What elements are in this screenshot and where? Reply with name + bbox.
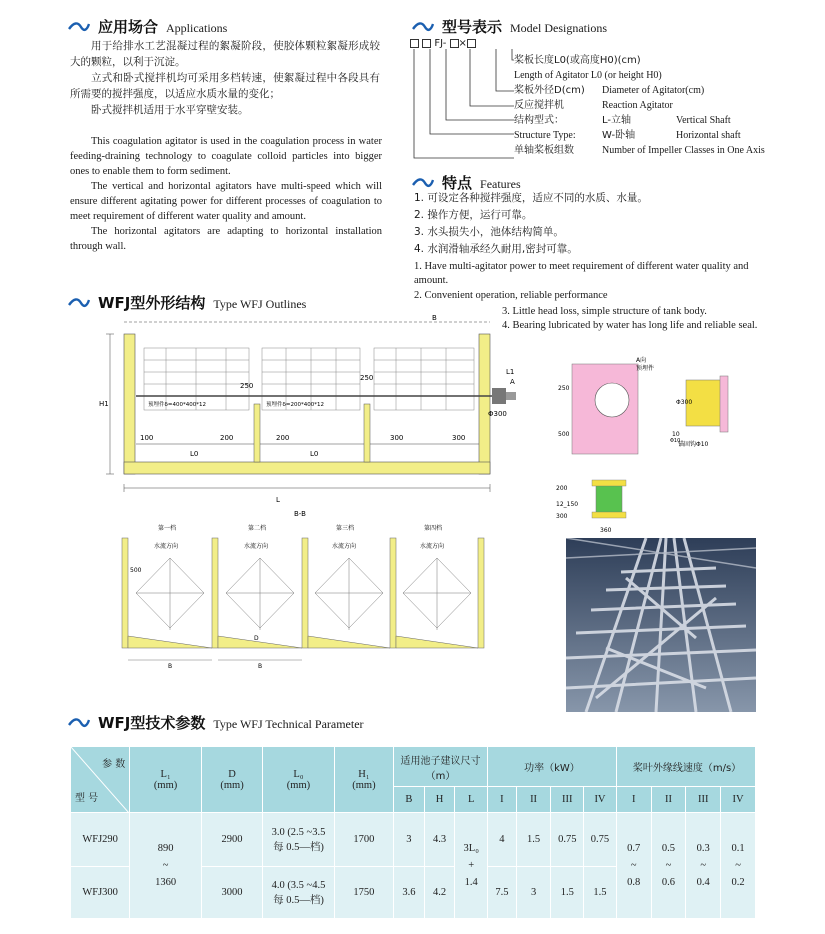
speed2-merged: 0.5 ~ 0.6: [651, 813, 686, 919]
col-L1: L₁ (mm): [130, 747, 202, 813]
row2-P4: 1.5: [584, 867, 617, 919]
model-row-classes: 单轴桨板组数 Number of Impeller Classes in One Axis: [514, 145, 765, 156]
app-en-p2: The vertical and horizontal agitators have multi-speed which will ensure different agitating power for different processes of coagulation to meet requirement of different water quality and amount.: [70, 181, 382, 222]
feature-en-2: 2. Convenient operation, reliable performance: [414, 290, 608, 301]
param-model-corner: [71, 747, 130, 813]
feature-cn-1: 1. 可设定各种搅拌强度，适应不同的水质、水量。: [414, 192, 648, 204]
model-row-reaction: 反应搅拌机 Reaction Agitator: [514, 100, 673, 111]
agitator-photo: [566, 538, 756, 712]
section-D: D: [254, 635, 259, 642]
row2-D: 3000: [201, 867, 262, 919]
row1-model: WFJ290: [71, 813, 130, 867]
model-row-length: 桨板长度L0(或高度H0)(cm): [514, 55, 641, 66]
row1-D: 2900: [201, 813, 262, 867]
elevation-drawing: [96, 312, 548, 518]
detail-d360: 360: [600, 527, 612, 534]
flow-2: 水流方向: [244, 543, 269, 550]
section-B1: B: [168, 663, 173, 670]
flow-4: 水流方向: [420, 543, 445, 550]
swoosh-logo-icon: [412, 177, 434, 189]
feature-en-3: 3. Little head loss, simple structure of tank body.: [502, 306, 707, 317]
feature-cn-3: 3. 水头损失小，池体结构简单。: [414, 226, 564, 238]
detail-500: 500: [558, 431, 570, 438]
dim-300a: 300: [390, 434, 404, 442]
col-H1: H₁ (mm): [334, 747, 393, 813]
detail-a-label: A向: [636, 357, 647, 364]
features-title-en: Features: [480, 177, 521, 191]
dim-A: A: [510, 378, 515, 386]
col-pool-B: B: [394, 787, 425, 813]
applications-cn-text: [70, 38, 380, 118]
col-power: 功率（kW）: [488, 747, 617, 787]
swoosh-logo-icon: [68, 21, 90, 33]
dim-250b: 250: [360, 374, 374, 382]
row2-L0: 4.0 (3.5 ~4.5每 0.5—档): [263, 867, 335, 919]
model-title-en: Model Designations: [510, 21, 608, 35]
dim-phi300: Φ300: [488, 410, 507, 418]
col-D: D (mm): [201, 747, 262, 813]
col-power-3: III: [551, 787, 584, 813]
dim-BB: B-B: [294, 510, 306, 518]
col-speed-4: IV: [721, 787, 756, 813]
dim-250a: 250: [240, 382, 254, 390]
params-title-en: Type WFJ Technical Parameter: [213, 717, 364, 731]
col-pool-H: H: [424, 787, 455, 813]
table-row: [71, 813, 756, 867]
detail-phi10: Φ10: [670, 438, 681, 444]
L1-merged: 890 ~ 1360: [130, 813, 202, 919]
params-title-cn: WFJ型技术参数: [98, 714, 206, 732]
row2-model: WFJ300: [71, 867, 130, 919]
row2-P3: 1.5: [551, 867, 584, 919]
detail-anchor: 锚固钩Φ10: [678, 441, 709, 448]
row1-L0: 3.0 (2.5 ~3.5每 0.5—档): [263, 813, 335, 867]
model-row-diameter: 桨板外径D(cm) Diameter of Agitator(cm): [514, 85, 705, 96]
outlines-heading: [68, 292, 306, 313]
flow-3: 水流方向: [332, 543, 357, 550]
detail-phi300: Φ300: [676, 399, 693, 406]
app-cn-p2: 立式和卧式搅拌机均可采用多档转速，使絮凝过程中各段具有所需要的搅拌强度，以适应水质水量的变化；: [70, 72, 380, 100]
model-heading: [412, 16, 607, 37]
swoosh-logo-icon: [68, 717, 90, 729]
param-label: 参 数: [102, 759, 126, 770]
col-power-2: II: [516, 787, 551, 813]
feature-en-4: 4. Bearing lubricated by water has long life and reliable seal.: [502, 320, 758, 331]
dim-B-top: B: [432, 314, 437, 322]
dim-100: 100: [140, 434, 154, 442]
col-power-4: IV: [584, 787, 617, 813]
stage-2: 第二档: [248, 525, 267, 532]
outlines-title-en: Type WFJ Outlines: [213, 297, 307, 311]
row2-P2: 3: [516, 867, 551, 919]
stage-3: 第三档: [336, 525, 355, 532]
speed3-merged: 0.3 ~ 0.4: [686, 813, 721, 919]
applications-title-cn: 应用场合: [98, 18, 159, 36]
row2-H1: 1750: [334, 867, 393, 919]
row2-H: 4.2: [424, 867, 455, 919]
detail-250: 250: [558, 385, 570, 392]
app-cn-p3: 卧式搅拌机适用于水平穿壁安装。: [91, 104, 249, 116]
speed1-merged: 0.7 ~ 0.8: [616, 813, 651, 919]
stage-1: 第一档: [158, 525, 177, 532]
model-row-length-en: Length of Agitator L0 (or height H0): [514, 70, 662, 81]
feature-cn-2: 2. 操作方便，运行可靠。: [414, 209, 533, 221]
model-row-structure-en: Structure Type: W-卧轴 Horizontal shaft: [514, 130, 741, 141]
section-500: 500: [130, 567, 142, 574]
col-speed: 桨叶外缘线速度（m/s）: [616, 747, 755, 787]
row1-P3: 0.75: [551, 813, 584, 867]
model-leader-lines: [408, 46, 518, 162]
model-title-cn: 型号表示: [442, 18, 503, 36]
col-pool: 适用池子建议尺寸（m）: [394, 747, 488, 787]
app-cn-p1: 用于给排水工艺混凝过程的絮凝阶段，使胶体颗粒絮凝形成较大的颗粒，以利于沉淀。: [70, 40, 380, 68]
flow-1: 水流方向: [154, 543, 179, 550]
features-cn-list: [414, 190, 754, 258]
col-speed-2: II: [651, 787, 686, 813]
row1-P1: 4: [488, 813, 517, 867]
agitator-photo-image: [566, 538, 756, 712]
dim-L0a: L0: [190, 450, 199, 458]
L-merged: 3L₀ + 1.4: [455, 813, 488, 919]
outlines-title-cn: WFJ型外形结构: [98, 294, 206, 312]
code-fj: FJ: [434, 38, 443, 49]
detail-drawings: [554, 350, 759, 535]
detail-d200: 200: [556, 485, 568, 492]
model-row-structure: 结构型式： L-立轴 Vertical Shaft: [514, 115, 731, 126]
col-speed-3: III: [686, 787, 721, 813]
gearbox: [506, 392, 516, 400]
features-title-cn: 特点: [442, 174, 473, 192]
row1-P2: 1.5: [516, 813, 551, 867]
dim-L0b: L0: [310, 450, 319, 458]
code-x: ×: [458, 38, 467, 49]
dim-L1: L1: [506, 368, 515, 376]
motor: [492, 388, 506, 404]
agitator-frames: [136, 348, 516, 410]
applications-title-en: Applications: [166, 21, 228, 35]
col-L0: L₀ (mm): [263, 747, 335, 813]
feature-cn-4: 4. 水润滑轴承经久耐用,密封可靠。: [414, 243, 578, 255]
detail-a-sub: 预埋件: [636, 365, 655, 372]
dim-H1: H1: [99, 400, 109, 408]
dim-L: L: [276, 496, 280, 504]
feature-en-1: 1. Have multi-agitator power to meet requirement of different water quality and amount.: [414, 261, 749, 286]
col-power-1: I: [488, 787, 517, 813]
row1-B: 3: [394, 813, 425, 867]
model-label: 型 号: [75, 793, 99, 804]
detail-d10: 10: [672, 431, 680, 438]
dim-200a: 200: [220, 434, 234, 442]
applications-heading: [68, 16, 227, 37]
row1-P4: 0.75: [584, 813, 617, 867]
params-heading: [68, 712, 364, 733]
note-embed-2: 预埋件δ=200*400*12: [266, 402, 324, 408]
section-B2: B: [258, 663, 263, 670]
speed4-merged: 0.1 ~ 0.2: [721, 813, 756, 919]
row2-P1: 7.5: [488, 867, 517, 919]
col-pool-L: L: [455, 787, 488, 813]
params-table: [70, 746, 756, 919]
note-embed-1: 预埋件δ=400*400*12: [148, 402, 206, 408]
swoosh-logo-icon: [68, 297, 90, 309]
applications-en-text: [70, 134, 382, 254]
app-en-p3: The horizontal agitators are adapting to horizontal installation through wall.: [70, 226, 382, 252]
code-dash: -: [442, 38, 447, 49]
dim-200b: 200: [276, 434, 290, 442]
app-en-p1: This coagulation agitator is used in the coagulation process in water feeding-draining technology to coagulate colloid particles into bigger ones to enable them to form sediment.: [70, 136, 382, 177]
dim-300b: 300: [452, 434, 466, 442]
row1-H1: 1700: [334, 813, 393, 867]
row1-H: 4.3: [424, 813, 455, 867]
detail-d300: 300: [556, 513, 568, 520]
section-drawing: [118, 518, 498, 670]
detail-d12-150: 12_150: [556, 501, 579, 508]
swoosh-logo-icon: [412, 21, 434, 33]
stage-4: 第四档: [424, 525, 443, 532]
col-speed-1: I: [616, 787, 651, 813]
row2-B: 3.6: [394, 867, 425, 919]
